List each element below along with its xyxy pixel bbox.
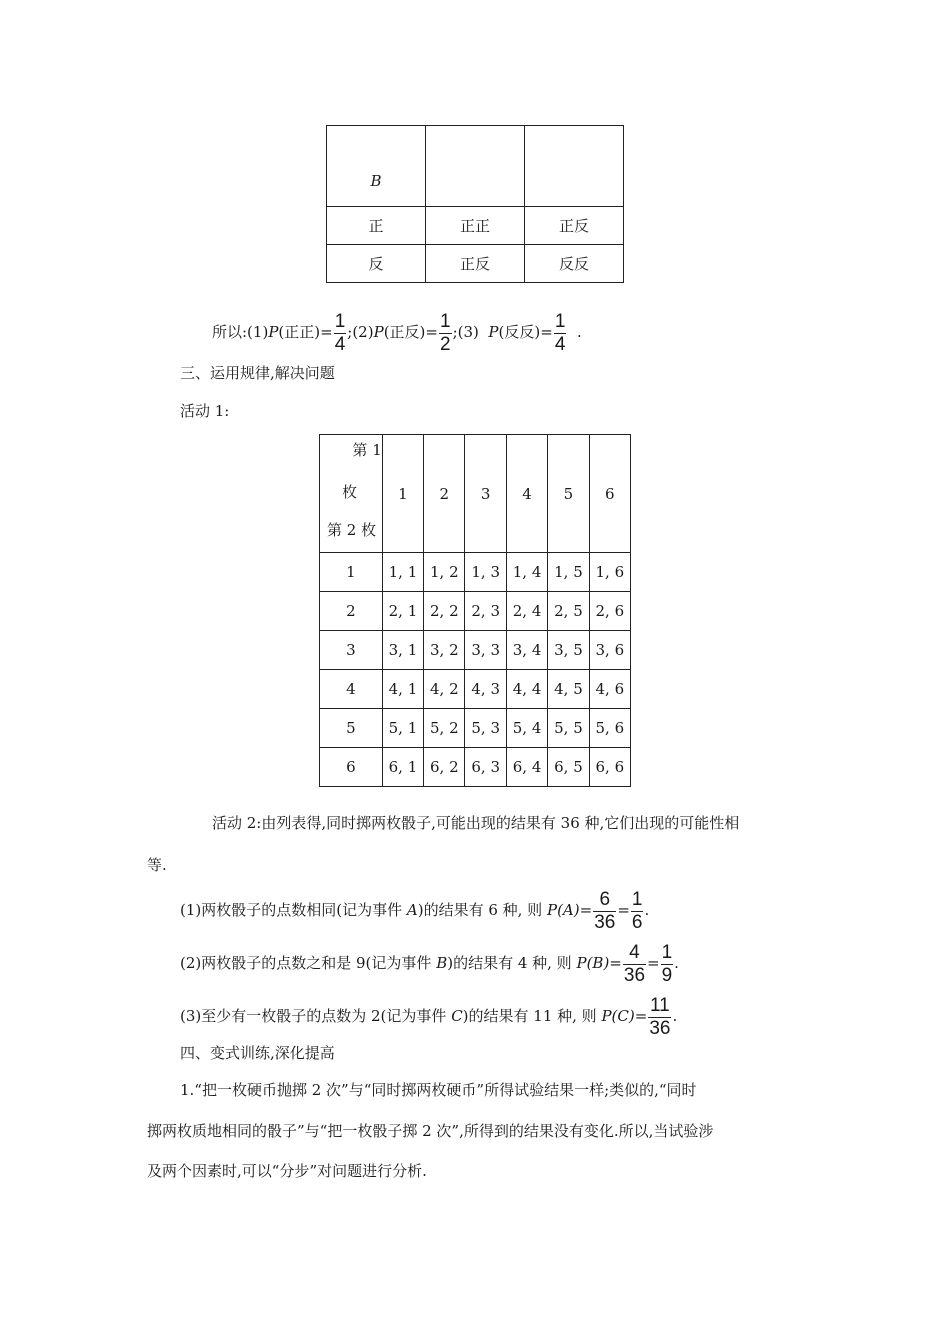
dice-cell: 2, 1: [382, 592, 423, 631]
dice-cell: 3, 6: [589, 631, 630, 670]
dice-cell: 3, 2: [424, 631, 465, 670]
coin-table-header-cell: [525, 126, 624, 207]
corner-line3: 第 2 枚: [327, 521, 377, 539]
event-label: (正反): [383, 323, 426, 341]
coin-conclusion: [212, 309, 582, 356]
fraction-denominator: 2: [439, 333, 451, 355]
paragraph-1-line1: 1.“把一枚硬币抛掷 2 次”与“同时掷两枚硬币”所得试验结果一样;类似的,“同时: [180, 1081, 697, 1099]
dice-cell: 5, 5: [548, 709, 589, 748]
dice-cell: 1, 3: [465, 553, 506, 592]
period: .: [576, 323, 582, 341]
fraction-numerator: 6: [599, 888, 611, 910]
fraction-numerator: 1: [334, 310, 346, 332]
prob-symbol: P: [576, 954, 587, 972]
item-text: (3)至少有一枚骰子的点数为 2(记为事件: [180, 1007, 452, 1025]
coin-table-cell: 正正: [426, 207, 525, 245]
equals-sign: =: [634, 1007, 648, 1025]
dice-cell: 3, 1: [382, 631, 423, 670]
dice-cell: 1, 6: [589, 553, 630, 592]
fraction: [554, 311, 567, 356]
event-symbol: A: [406, 901, 418, 919]
item-text: )的结果有 4 种, 则: [447, 954, 577, 972]
prob-argument: (C): [611, 1007, 635, 1025]
dice-row-label: 5: [320, 709, 383, 748]
fraction: [661, 942, 674, 987]
section-3-heading: 三、运用规律,解决问题: [180, 364, 335, 382]
period: .: [672, 1007, 678, 1025]
dice-cell: 4, 4: [506, 670, 547, 709]
event-symbol: C: [451, 1007, 463, 1025]
fraction: [439, 311, 452, 356]
dice-cell: 2, 2: [424, 592, 465, 631]
dice-cell: 2, 6: [589, 592, 630, 631]
coin-table-corner-label: B: [370, 172, 382, 190]
item-3: [180, 993, 677, 1040]
dice-col-header: 2: [424, 435, 465, 553]
dice-cell: 3, 3: [465, 631, 506, 670]
fraction-numerator: 4: [629, 941, 640, 963]
fraction-numerator: 1: [554, 310, 566, 332]
fraction-numerator: 1: [439, 310, 451, 332]
dice-cell: 1, 2: [424, 553, 465, 592]
dice-cell: 4, 6: [589, 670, 630, 709]
coin-table-cell: 反反: [525, 245, 624, 283]
dice-cell: 6, 5: [548, 748, 589, 787]
fraction-denominator: 36: [649, 1017, 671, 1039]
item-2: [180, 940, 679, 987]
separator: ;(2): [347, 323, 374, 341]
dice-outcome-table: [319, 434, 631, 787]
paragraph-1-line2: 掷两枚质地相同的骰子”与“把一枚骰子掷 2 次”,所得到的结果没有变化.所以,当试验涉: [147, 1122, 714, 1140]
prob-symbol: P: [268, 323, 279, 341]
activity-2-line1: 活动 2:由列表得,同时掷两枚骰子,可能出现的结果有 36 种,它们出现的可能性相: [212, 814, 740, 832]
paragraph-1-line3: 及两个因素时,可以“分步”对问题进行分析.: [147, 1162, 427, 1180]
prob-symbol: P: [546, 901, 558, 919]
coin-table-header-cell: [426, 126, 525, 207]
fraction: [334, 311, 347, 356]
dice-cell: 4, 5: [548, 670, 589, 709]
dice-row-label: 6: [320, 748, 383, 787]
conclusion-prefix: 所以:(1): [212, 323, 269, 341]
dice-cell: 4, 1: [382, 670, 423, 709]
item-text: )的结果有 11 种, 则: [462, 1007, 602, 1025]
coin-table-corner-cell: [327, 126, 426, 207]
fraction: [593, 889, 616, 934]
dice-cell: 5, 2: [424, 709, 465, 748]
activity-2-line2: 等.: [147, 856, 167, 874]
fraction-denominator: 4: [334, 333, 346, 355]
dice-row-label: 4: [320, 670, 383, 709]
dice-cell: 3, 5: [548, 631, 589, 670]
fraction: [623, 942, 646, 987]
activity-1-label: 活动 1:: [180, 402, 230, 420]
fraction-numerator: 1: [661, 941, 673, 963]
dice-cell: 1, 1: [382, 553, 423, 592]
equals-sign: =: [617, 901, 630, 919]
coin-table-cell: 正反: [525, 207, 624, 245]
dice-col-header: 4: [506, 435, 547, 553]
dice-cell: 3, 4: [506, 631, 547, 670]
separator: ;(3): [452, 323, 479, 341]
equals-sign: =: [609, 954, 622, 972]
coin-table-cell: 正反: [426, 245, 525, 283]
dice-col-header: 6: [589, 435, 630, 553]
dice-cell: 2, 5: [548, 592, 589, 631]
fraction: [631, 889, 644, 934]
dice-table-corner-cell: [320, 435, 383, 553]
dice-cell: 5, 6: [589, 709, 630, 748]
fraction-numerator: 11: [650, 994, 670, 1016]
corner-line1: 第 1: [352, 441, 382, 459]
event-label: (反反): [498, 323, 541, 341]
equals-sign: =: [540, 323, 553, 341]
dice-cell: 6, 3: [465, 748, 506, 787]
coin-table-row-label: 反: [327, 245, 426, 283]
dice-cell: 6, 4: [506, 748, 547, 787]
equals-sign: =: [425, 323, 438, 341]
dice-cell: 4, 2: [424, 670, 465, 709]
dice-col-header: 5: [548, 435, 589, 553]
fraction-denominator: 9: [661, 964, 673, 986]
coin-table-row-label: 正: [327, 207, 426, 245]
event-symbol: B: [436, 954, 448, 972]
period: .: [674, 954, 679, 972]
dice-cell: 1, 5: [548, 553, 589, 592]
corner-line2: 枚: [342, 483, 358, 501]
dice-cell: 2, 4: [506, 592, 547, 631]
event-label: (正正): [278, 323, 321, 341]
item-text: )的结果有 6 种, 则: [417, 901, 547, 919]
dice-cell: 4, 3: [465, 670, 506, 709]
item-text: (1)两枚骰子的点数相同(记为事件: [180, 901, 407, 919]
coin-outcome-table: [326, 125, 624, 283]
item-1: [180, 887, 649, 934]
dice-cell: 5, 4: [506, 709, 547, 748]
period: .: [644, 901, 650, 919]
dice-cell: 5, 3: [465, 709, 506, 748]
fraction-denominator: 36: [623, 964, 646, 986]
dice-cell: 6, 2: [424, 748, 465, 787]
equals-sign: =: [647, 954, 660, 972]
dice-cell: 6, 6: [589, 748, 630, 787]
fraction-denominator: 36: [594, 911, 616, 933]
fraction: [648, 995, 671, 1040]
equals-sign: =: [579, 901, 593, 919]
dice-col-header: 1: [382, 435, 423, 553]
dice-cell: 5, 1: [382, 709, 423, 748]
item-text: (2)两枚骰子的点数之和是 9(记为事件: [180, 954, 437, 972]
dice-cell: 6, 1: [382, 748, 423, 787]
equals-sign: =: [320, 323, 333, 341]
dice-cell: 1, 4: [506, 553, 547, 592]
prob-symbol: P: [601, 1007, 612, 1025]
dice-row-label: 3: [320, 631, 383, 670]
fraction-denominator: 6: [631, 911, 643, 933]
fraction-denominator: 4: [554, 333, 566, 355]
dice-row-label: 1: [320, 553, 383, 592]
dice-col-header: 3: [465, 435, 506, 553]
prob-symbol: P: [488, 323, 499, 341]
dice-cell: 2, 3: [465, 592, 506, 631]
fraction-numerator: 1: [631, 888, 643, 910]
prob-argument: (A): [557, 901, 580, 919]
prob-argument: (B): [586, 954, 610, 972]
section-4-heading: 四、变式训练,深化提高: [180, 1044, 335, 1062]
prob-symbol: P: [373, 323, 384, 341]
dice-row-label: 2: [320, 592, 383, 631]
